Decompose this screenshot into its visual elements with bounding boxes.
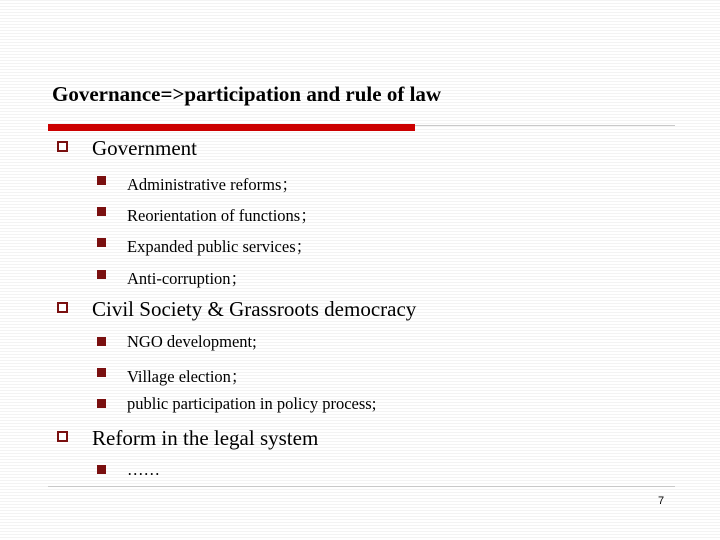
filled-square-icon (97, 207, 106, 216)
list-item-label: Village election； (127, 367, 248, 386)
filled-square-icon (97, 465, 106, 474)
list-item-label: Expanded public services； (127, 237, 313, 256)
list-item-label: Administrative reforms； (127, 175, 298, 194)
list-item-label: NGO development; (127, 332, 257, 351)
title-accent-bar (48, 124, 415, 131)
hollow-square-icon (57, 302, 68, 313)
filled-square-icon (97, 337, 106, 346)
filled-square-icon (97, 238, 106, 247)
filled-square-icon (97, 270, 106, 279)
section-heading-label: Reform in the legal system (92, 426, 319, 450)
hollow-square-icon (57, 141, 68, 152)
filled-square-icon (97, 176, 106, 185)
section-heading-label: Government (92, 136, 197, 160)
page-number: 7 (658, 495, 665, 507)
section-heading-label: Civil Society & Grassroots democracy (92, 297, 417, 321)
list-item-label: Reorientation of functions； (127, 206, 317, 225)
footer-divider-line (48, 486, 675, 487)
list-item-label: public participation in policy process; (127, 394, 377, 413)
list-item-label: …… (127, 460, 160, 479)
hollow-square-icon (57, 431, 68, 442)
slide-title: Governance=>participation and rule of law (52, 82, 442, 106)
filled-square-icon (97, 399, 106, 408)
filled-square-icon (97, 368, 106, 377)
list-item-label: Anti-corruption； (127, 269, 248, 288)
